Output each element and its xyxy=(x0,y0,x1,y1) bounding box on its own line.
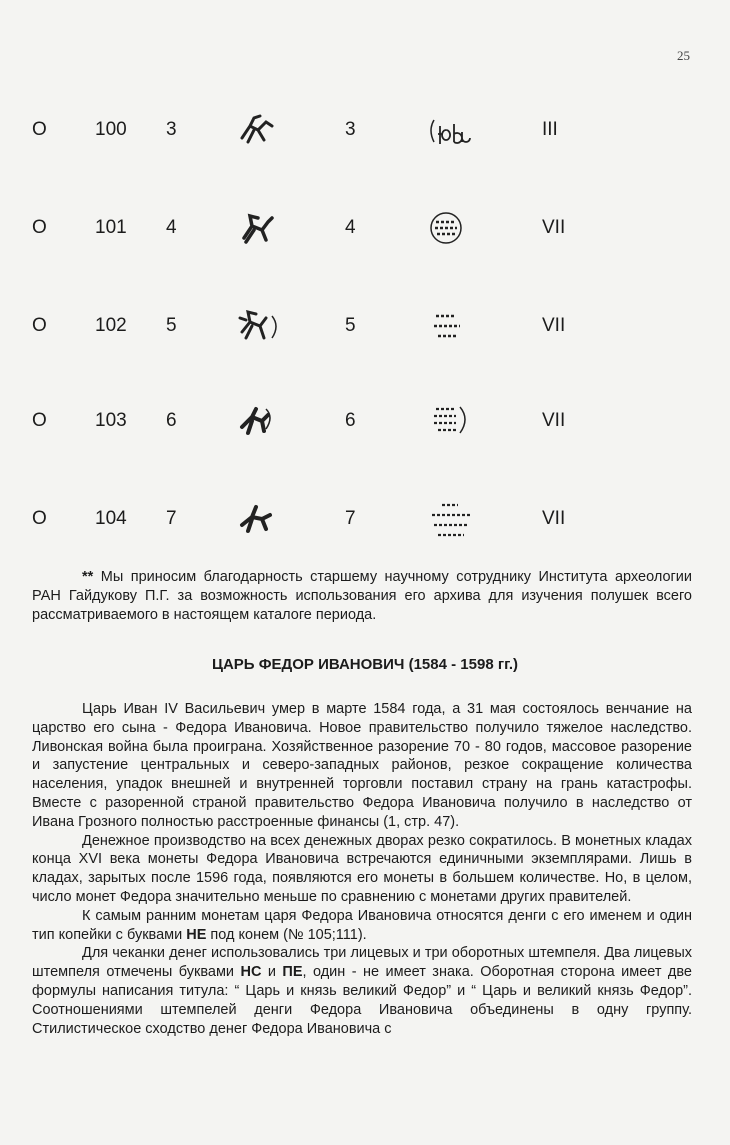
rarity-grade: VII xyxy=(542,315,566,336)
catalog-number: 101 xyxy=(95,217,127,238)
paragraph-text: Для чеканки денег использовались три лицевых и три оборотных штемпеля. Два лицевых штемпеля отмечены буквами xyxy=(32,945,692,981)
catalog-number: 103 xyxy=(95,410,127,431)
legend-stamp-icon xyxy=(424,112,474,148)
horseman-icon xyxy=(236,112,276,148)
obverse-type: 6 xyxy=(166,410,177,431)
footnote xyxy=(32,568,692,625)
catalog-row xyxy=(0,208,730,248)
rarity-grade: VII xyxy=(542,508,566,529)
bold-letters: НЕ xyxy=(186,926,207,943)
paragraph: Царь Иван IV Васильевич умер в марте 1584 года, а 31 мая состоялось венчание на царство его сына - Федора Ивановича. Новое правительство получило тяжелое наследство. Ливонская война была проиграна. Хозяйственное разорение 70 - 80 годов, массовое разорение и запустение центральных и северо-западных районов, резкое сокращение количества населения, упадок внешней и внутренней торговли поставил страну на грань катастрофы. Вместе с разоренной страной правительство Федора Ивановича получило в наследство от Ивана Грозного полностью расстроенные финансы (1, стр. 47). xyxy=(32,701,692,830)
paragraph-text: под конем (№ 105;111). xyxy=(206,926,367,943)
obverse-type: 3 xyxy=(166,119,177,140)
legend-stamp-icon xyxy=(424,210,474,246)
catalog-row xyxy=(0,306,730,346)
catalog-number: 102 xyxy=(95,315,127,336)
catalog-row xyxy=(0,499,730,539)
rarity-grade: III xyxy=(542,119,558,140)
horseman-icon xyxy=(236,308,284,344)
reverse-type: 6 xyxy=(345,410,356,431)
catalog-letter: О xyxy=(32,119,47,140)
footnote-text: Мы приносим благодарность старшему научному сотруднику Института археологии РАН Гайдукову П.Г. за возможность использования его архива для изучения полушек всего рассматриваемого в настоящем каталоге периода. xyxy=(32,569,692,623)
legend-stamp-icon xyxy=(424,501,484,541)
catalog-letter: О xyxy=(32,315,47,336)
horseman-icon xyxy=(236,501,276,537)
paragraph xyxy=(32,907,692,945)
obverse-type: 4 xyxy=(166,217,177,238)
legend-stamp-icon xyxy=(424,403,474,439)
bold-letters: НС xyxy=(240,964,262,981)
paragraph xyxy=(32,944,692,1038)
horseman-icon xyxy=(236,210,276,246)
catalog-row xyxy=(0,110,730,150)
reverse-type: 5 xyxy=(345,315,356,336)
paragraph-text: К самым ранним монетам царя Федора Ивановича относятся денги с его именем и один тип копейки с буквами xyxy=(32,907,692,943)
catalog-letter: О xyxy=(32,508,47,529)
horseman-icon xyxy=(236,403,276,439)
reverse-type: 7 xyxy=(345,508,356,529)
reverse-type: 4 xyxy=(345,217,356,238)
obverse-type: 7 xyxy=(166,508,177,529)
paragraph-text: и xyxy=(261,964,283,981)
catalog-letter: О xyxy=(32,410,47,431)
catalog-row xyxy=(0,401,730,441)
catalog-number: 104 xyxy=(95,508,127,529)
catalog-letter: О xyxy=(32,217,47,238)
reverse-type: 3 xyxy=(345,119,356,140)
paragraph: Денежное производство на всех денежных дворах резко сократилось. В монетных кладах конца XVI века монеты Федора Ивановича встречаются единичными экземплярами. Лишь в кладах, зарытых после 1596 года, появляются его монеты в большем количестве. Но, в целом, число монет Федора значительно меньше по сравнению с монетами других правителей. xyxy=(32,832,692,905)
catalog-number: 100 xyxy=(95,119,127,140)
paragraph-text: , один - не имеет знака. Оборотная сторона имеет две формулы написания титула: “ Царь и князь великий Федор” и “ Царь и великий князь Федор”. Соотношениями штемпелей денги Федора Ивановича объединены в одну группу. Стилистическое сходство денег Федора Ивановича с xyxy=(32,964,692,1037)
section-title: ЦАРЬ ФЕДОР ИВАНОВИЧ (1584 - 1598 гг.) xyxy=(212,656,518,673)
obverse-type: 5 xyxy=(166,315,177,336)
rarity-grade: VII xyxy=(542,410,566,431)
body-text xyxy=(32,700,692,1038)
rarity-grade: VII xyxy=(542,217,566,238)
bold-letters: ПЕ xyxy=(282,964,303,981)
legend-stamp-icon xyxy=(424,308,474,344)
footnote-marker: ** xyxy=(82,569,94,585)
page-number: 25 xyxy=(677,48,690,63)
